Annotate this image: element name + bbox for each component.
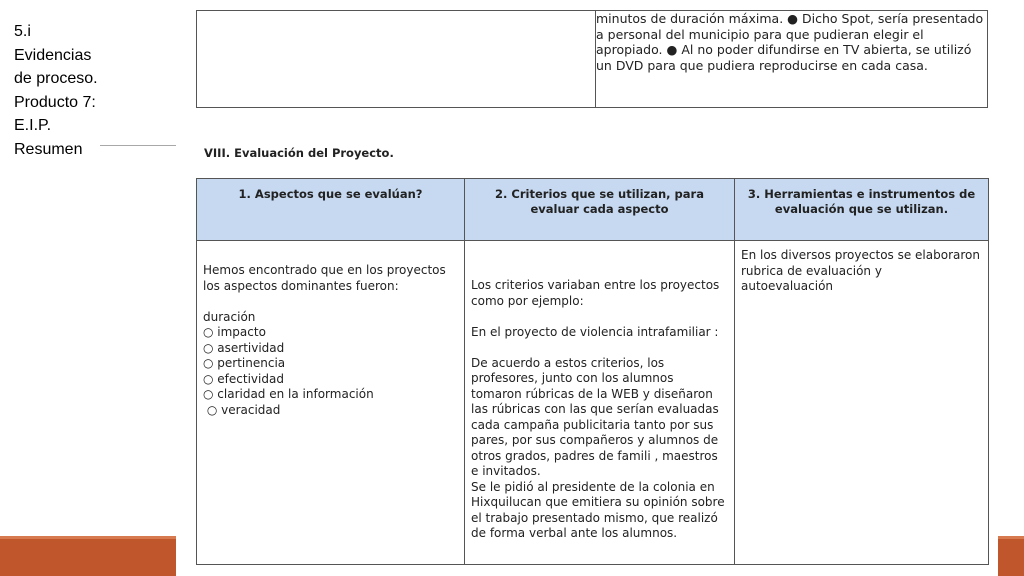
text-line: las rúbricas con las que serían evaluadas	[471, 402, 719, 416]
list-item: ○ impacto	[203, 325, 266, 339]
cell-aspects	[197, 241, 465, 565]
text-line: Hixquilucan que emitiera su opinión sobre	[471, 495, 725, 509]
text-line: minutos de duración máxima. ● Dicho Spot, sería presentado	[596, 11, 984, 26]
slide-title-line: 5.i	[14, 23, 31, 40]
text-line: un DVD para que pudiera reproducirse en cada casa.	[596, 57, 928, 73]
document-image	[176, 0, 998, 576]
text-line: Los criterios variaban entre los proyectos	[471, 278, 720, 292]
table-row	[197, 241, 989, 565]
text-line: cada campaña publicitaria tanto por sus	[471, 417, 714, 432]
text-line: Hemos encontrado que en los proyectos	[203, 263, 446, 277]
text-line: otros grados, padres de famili , maestros	[471, 448, 718, 463]
slide-title-line: Evidencias	[14, 46, 92, 64]
slide-title-line: Producto 7:	[14, 93, 96, 111]
list-item: ○ asertividad	[203, 340, 285, 355]
slide-title-line: E.I.P.	[14, 117, 52, 134]
text-line: En el proyecto de violencia intrafamiliar :	[471, 324, 719, 339]
text-line: el trabajo presentado mismo, que realizó	[471, 510, 718, 525]
slide-title-line: Resumen	[14, 140, 83, 158]
list-item: ○ veracidad	[203, 402, 281, 417]
list-item: ○ claridad en la información	[203, 387, 374, 401]
text-line: En los diversos proyectos se elaboraron	[741, 248, 980, 262]
cell-criteria	[465, 241, 735, 565]
header-aspects: 1. Aspectos que se evalúan?	[197, 179, 465, 241]
accent-bar-right	[998, 536, 1024, 576]
text-line: rubrica de evaluación y	[741, 263, 882, 278]
text-line: de forma verbal ante los alumnos.	[471, 526, 678, 540]
list-item: ○ pertinencia	[203, 356, 286, 370]
section-heading: VIII. Evaluación del Proyecto.	[204, 146, 394, 160]
accent-bar-left	[0, 536, 176, 576]
cell-tools	[735, 241, 989, 565]
text-line: De acuerdo a estos criterios, los	[471, 355, 665, 370]
text-line: tomaron rúbricas de la WEB y diseñaron	[471, 386, 713, 401]
continuation-cell-right	[596, 11, 988, 108]
title-divider	[100, 145, 176, 146]
evaluation-table	[196, 178, 989, 565]
table-header-row	[197, 179, 989, 241]
continuation-cell-left	[197, 11, 596, 108]
text-line: apropiado. ● Al no poder difundirse en TV abierta, se utilizó	[596, 42, 972, 57]
list-item: ○ efectividad	[203, 371, 284, 386]
continuation-table	[196, 10, 988, 108]
text-line: e invitados.	[471, 464, 541, 478]
text-line: como por ejemplo:	[471, 293, 584, 308]
text-line: los aspectos dominantes fueron:	[203, 278, 399, 293]
text-line: Se le pidió al presidente de la colonia en	[471, 479, 715, 494]
list-item: duración	[203, 309, 256, 324]
header-tools: 3. Herramientas e instrumentos de evaluación que se utilizan.	[735, 179, 989, 241]
text-line: a personal del municipio para que pudieran elegir el	[596, 26, 924, 42]
text-line: autoevaluación	[741, 279, 834, 293]
text-line: pares, por sus compañeros y alumnos de	[471, 433, 719, 447]
slide-title-line: de proceso.	[14, 70, 98, 87]
header-criteria: 2. Criterios que se utilizan, para evaluar cada aspecto	[465, 179, 735, 241]
text-line: profesores, junto con los alumnos	[471, 371, 674, 385]
slide-title	[14, 20, 174, 161]
